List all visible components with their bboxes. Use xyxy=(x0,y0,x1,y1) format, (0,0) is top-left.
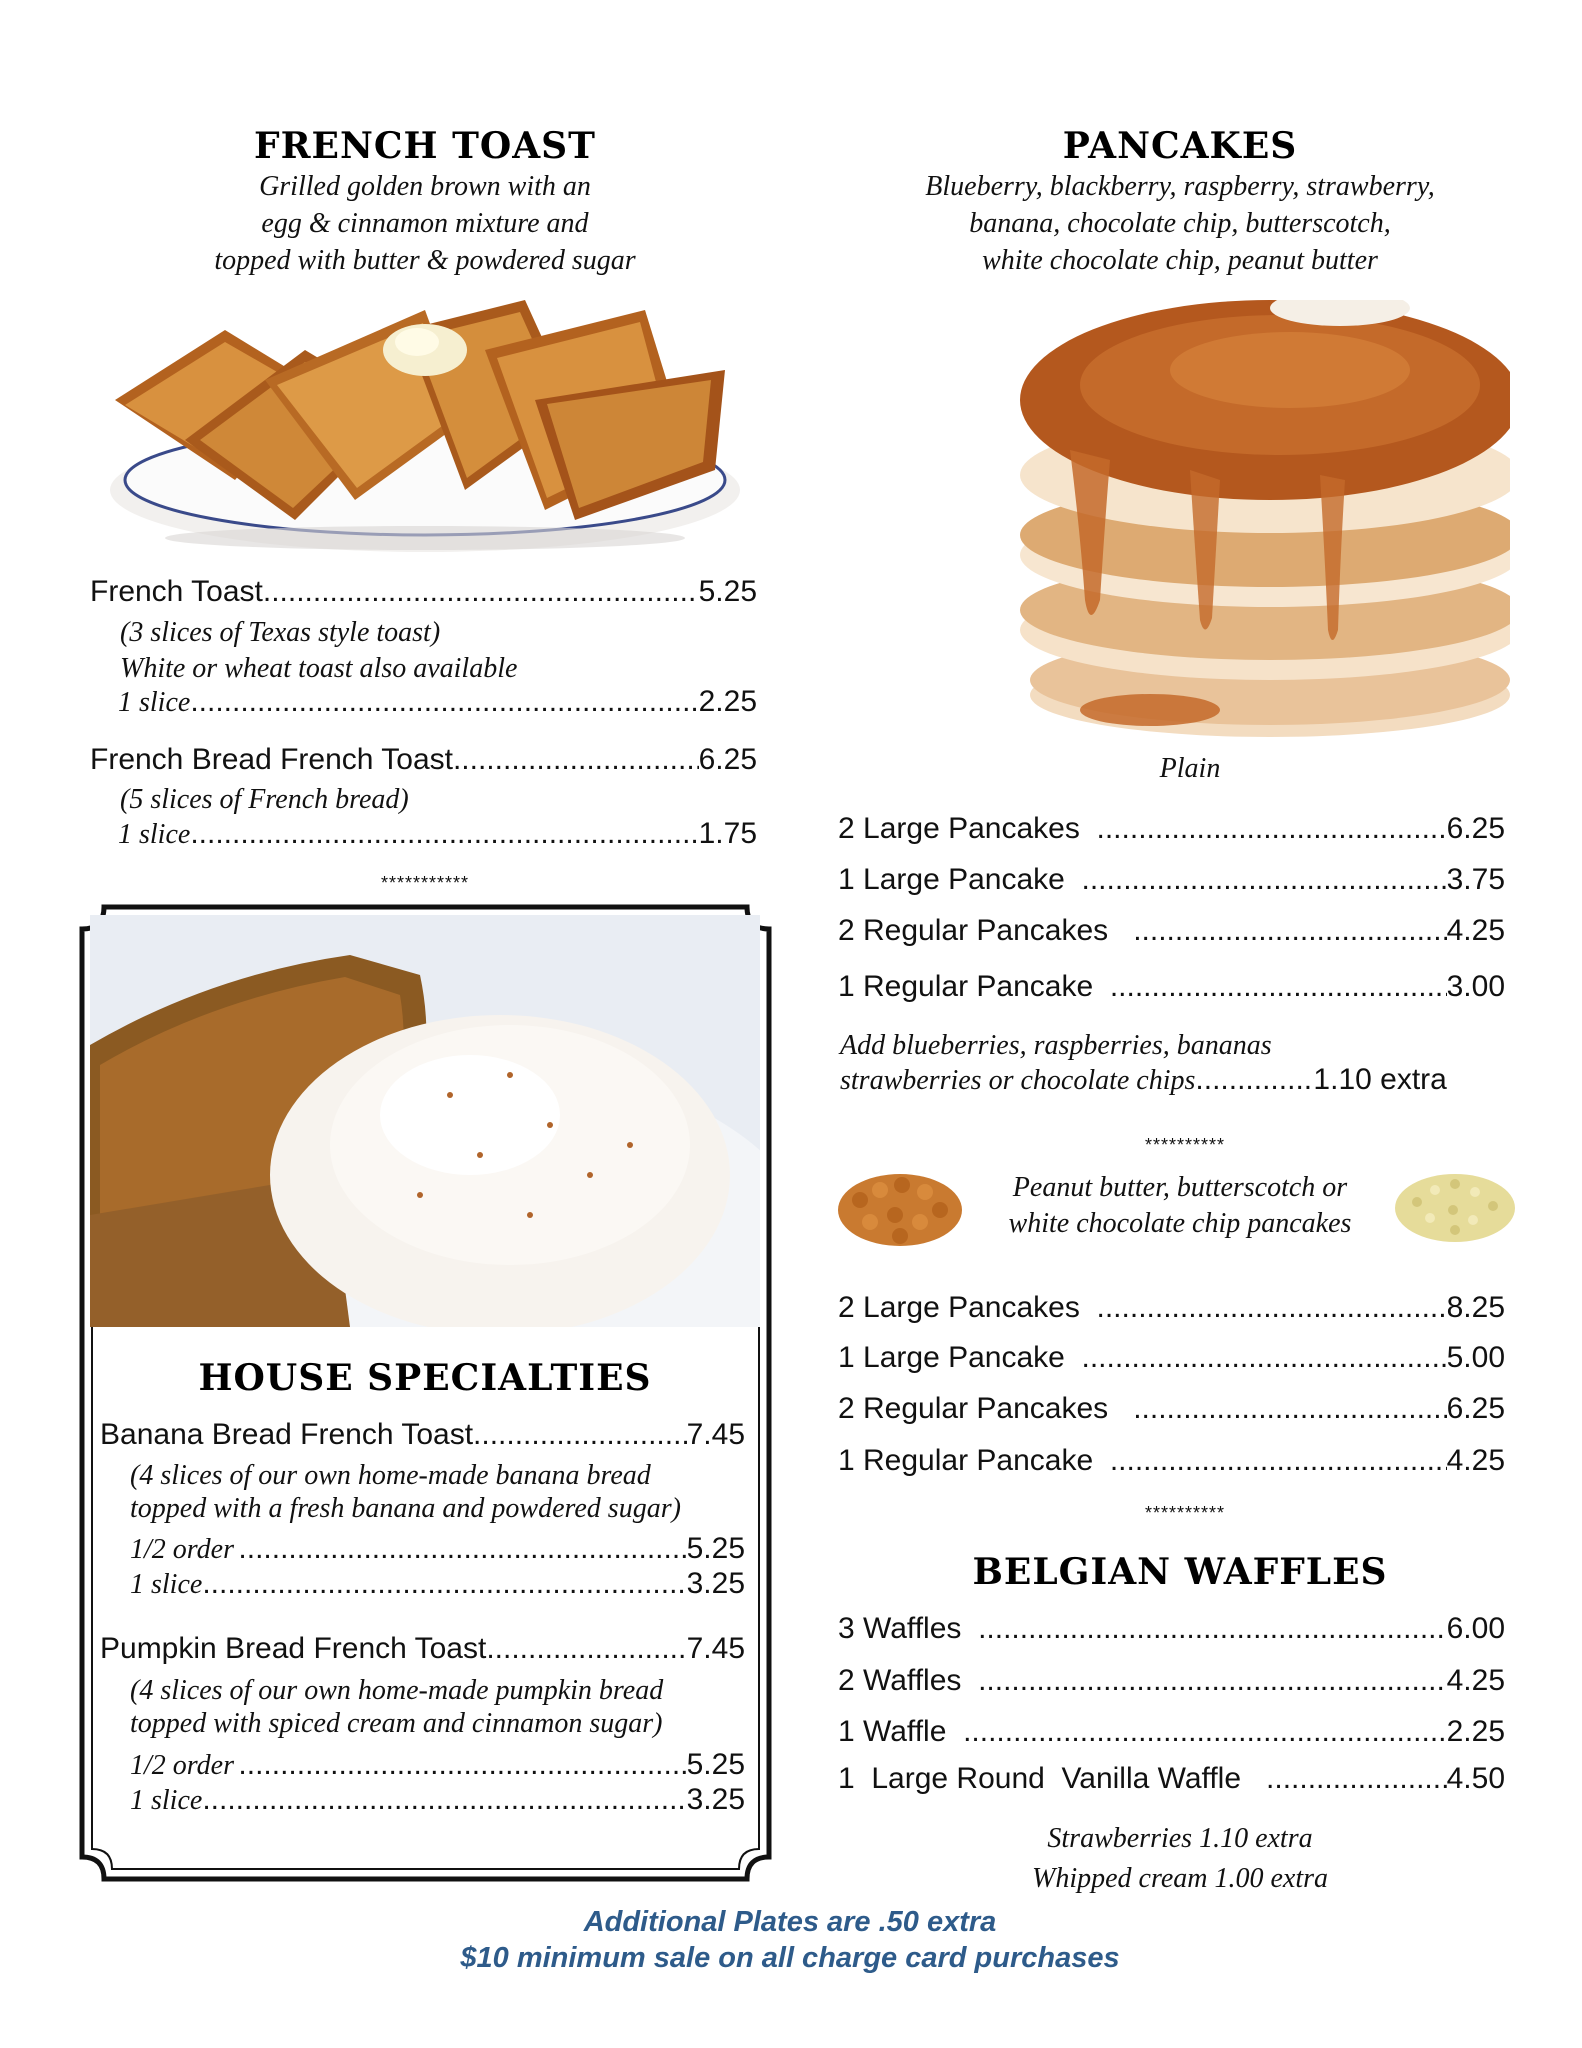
dot-leader xyxy=(963,1715,1447,1749)
item-price: 4.50 xyxy=(1446,1762,1505,1795)
item-name: 1 Large Pancake xyxy=(838,1341,1065,1374)
item-name: French Toast xyxy=(90,575,263,608)
menu-item-special xyxy=(838,1341,1505,1375)
french-toast-photo xyxy=(105,290,745,560)
item-name: 2 Regular Pancakes xyxy=(838,914,1109,947)
item-price: 5.25 xyxy=(698,575,757,608)
item-price: 4.25 xyxy=(1446,914,1505,947)
item-name: 1 Large Round Vanilla Waffle xyxy=(838,1762,1242,1795)
separator-stars: ********** xyxy=(1144,1135,1226,1155)
dot-leader xyxy=(1266,1762,1447,1796)
dot-leader xyxy=(1110,1444,1447,1478)
item-name: 1 Large Pancake xyxy=(838,863,1065,896)
menu-item-special xyxy=(838,1392,1505,1426)
dot-leader xyxy=(1097,812,1447,846)
waffle-extras xyxy=(940,1822,1420,1896)
addon-line: Add blueberries, raspberries, bananas xyxy=(840,1030,1272,1061)
dot-leader xyxy=(202,1567,686,1601)
item-price: 6.25 xyxy=(1446,812,1505,845)
dot-leader xyxy=(978,1612,1447,1646)
menu-item-special xyxy=(838,1444,1505,1478)
footer-line: $10 minimum sale on all charge card purchases xyxy=(460,1942,1120,1974)
menu-item-banana-bread-french-toast xyxy=(100,1418,745,1452)
item-price: 7.45 xyxy=(686,1418,745,1451)
dot-leader xyxy=(190,817,698,851)
description-line: topped with butter & powdered sugar xyxy=(214,245,636,276)
item-price: 5.25 xyxy=(686,1748,745,1781)
special-pancakes-description xyxy=(970,1170,1390,1242)
pancake-stack-photo xyxy=(990,300,1510,740)
item-note: (5 slices of French bread) xyxy=(120,784,409,815)
footer xyxy=(290,1904,1290,1976)
pumpkin-bread-photo xyxy=(90,915,760,1327)
pancakes-title: PANCAKES xyxy=(1062,125,1298,167)
menu-item-plain xyxy=(838,970,1505,1004)
item-name: 1 slice xyxy=(130,1569,203,1600)
item-name: 1 slice xyxy=(118,687,191,718)
peanut-butter-chips-image xyxy=(830,1160,970,1255)
item-name: Banana Bread French Toast xyxy=(100,1418,474,1451)
menu-item-french-bread-french-toast xyxy=(90,743,757,777)
description-line: Grilled golden brown with an xyxy=(259,171,591,202)
item-price: 8.25 xyxy=(1446,1291,1505,1324)
item-price: 5.25 xyxy=(686,1532,745,1565)
menu-item-special xyxy=(838,1291,1505,1325)
item-name: 1 Regular Pancake xyxy=(838,1444,1094,1477)
menu-item-half-order xyxy=(130,1748,745,1782)
plain-label: Plain xyxy=(1159,753,1221,784)
dot-leader xyxy=(1133,1392,1446,1426)
item-name: 1 Waffle xyxy=(838,1715,947,1748)
dot-leader xyxy=(1082,1341,1447,1375)
item-price: 3.00 xyxy=(1446,970,1505,1003)
item-name: 1 Regular Pancake xyxy=(838,970,1094,1003)
dot-leader xyxy=(1097,1291,1447,1325)
item-price: 6.25 xyxy=(1446,1392,1505,1425)
house-specialties-title: HOUSE SPECIALTIES xyxy=(198,1357,652,1399)
description-line: white chocolate chip pancakes xyxy=(1008,1208,1352,1239)
item-name: French Bread French Toast xyxy=(90,743,453,776)
menu-item-french-toast xyxy=(90,575,757,609)
addon-price-line xyxy=(840,1063,1505,1097)
item-note: topped with spiced cream and cinnamon sugar) xyxy=(130,1708,663,1739)
menu-item-one-slice xyxy=(118,685,757,719)
dot-leader xyxy=(486,1632,686,1666)
item-note: (3 slices of Texas style toast) xyxy=(120,617,441,648)
menu-item-plain xyxy=(838,914,1505,948)
item-price: 6.25 xyxy=(698,743,757,776)
item-price: 2.25 xyxy=(698,685,757,718)
extra-line: Whipped cream 1.00 extra xyxy=(1032,1863,1328,1894)
menu-item-one-slice xyxy=(130,1567,745,1601)
item-price: 5.00 xyxy=(1446,1341,1505,1374)
item-name: 1 slice xyxy=(130,1785,203,1816)
menu-item-plain xyxy=(838,863,1505,897)
menu-item-half-order xyxy=(130,1532,745,1566)
item-note: topped with a fresh banana and powdered sugar) xyxy=(130,1493,681,1524)
item-price: 6.00 xyxy=(1446,1612,1505,1645)
item-price: 2.25 xyxy=(1446,1715,1505,1748)
item-name: 1 slice xyxy=(118,819,191,850)
french-toast-description xyxy=(130,168,720,279)
menu-item-pumpkin-bread-french-toast xyxy=(100,1632,745,1666)
dot-leader xyxy=(238,1748,686,1782)
dot-leader xyxy=(1133,914,1446,948)
description-line: egg & cinnamon mixture and xyxy=(261,208,589,239)
belgian-waffles-title: BELGIAN WAFFLES xyxy=(972,1551,1388,1593)
menu-item-waffle xyxy=(838,1715,1505,1749)
description-line: Peanut butter, butterscotch or xyxy=(1012,1172,1348,1203)
footer-line: Additional Plates are .50 extra xyxy=(583,1906,997,1938)
item-note: (4 slices of our own home-made pumpkin bread xyxy=(130,1675,664,1706)
dot-leader xyxy=(453,743,699,777)
separator-stars: *********** xyxy=(380,873,470,893)
dot-leader xyxy=(238,1532,686,1566)
dot-leader xyxy=(1195,1063,1313,1097)
dot-leader xyxy=(190,685,698,719)
white-chocolate-chips-image xyxy=(1385,1160,1525,1255)
pancakes-description xyxy=(860,168,1500,279)
item-name: 1/2 order xyxy=(130,1534,234,1565)
item-note: White or wheat toast also available xyxy=(120,653,518,684)
dot-leader xyxy=(202,1783,686,1817)
dot-leader xyxy=(263,575,699,609)
item-name: 1/2 order xyxy=(130,1750,234,1781)
item-price: 7.45 xyxy=(686,1632,745,1665)
item-name: 2 Waffles xyxy=(838,1664,962,1697)
separator-stars: ********** xyxy=(1144,1503,1226,1523)
dot-leader xyxy=(1082,863,1447,897)
item-name: 2 Regular Pancakes xyxy=(838,1392,1109,1425)
dot-leader xyxy=(1110,970,1447,1004)
item-price: 3.25 xyxy=(686,1567,745,1600)
menu-item-waffle xyxy=(838,1762,1505,1796)
menu-item-one-slice xyxy=(118,817,757,851)
dot-leader xyxy=(978,1664,1447,1698)
menu-item-one-slice xyxy=(130,1783,745,1817)
menu-item-waffle xyxy=(838,1612,1505,1646)
french-toast-title: FRENCH TOAST xyxy=(254,125,596,167)
item-name: 2 Large Pancakes xyxy=(838,1291,1080,1324)
item-name: strawberries or chocolate chips xyxy=(840,1065,1196,1096)
item-price: 3.25 xyxy=(686,1783,745,1816)
item-name: 2 Large Pancakes xyxy=(838,812,1080,845)
item-name: Pumpkin Bread French Toast xyxy=(100,1632,487,1665)
description-line: banana, chocolate chip, butterscotch, xyxy=(969,208,1391,239)
item-price: 4.25 xyxy=(1446,1444,1505,1477)
dot-leader xyxy=(473,1418,687,1452)
item-name: 3 Waffles xyxy=(838,1612,962,1645)
description-line: white chocolate chip, peanut butter xyxy=(982,245,1378,276)
menu-item-plain xyxy=(838,812,1505,846)
menu-item-waffle xyxy=(838,1664,1505,1698)
item-price: 3.75 xyxy=(1446,863,1505,896)
item-price: 1.75 xyxy=(698,817,757,850)
extra-line: Strawberries 1.10 extra xyxy=(1047,1823,1313,1854)
description-line: Blueberry, blackberry, raspberry, strawberry, xyxy=(925,171,1435,202)
item-price: 1.10 extra xyxy=(1313,1063,1447,1096)
item-note: (4 slices of our own home-made banana bread xyxy=(130,1460,651,1491)
item-price: 4.25 xyxy=(1446,1664,1505,1697)
